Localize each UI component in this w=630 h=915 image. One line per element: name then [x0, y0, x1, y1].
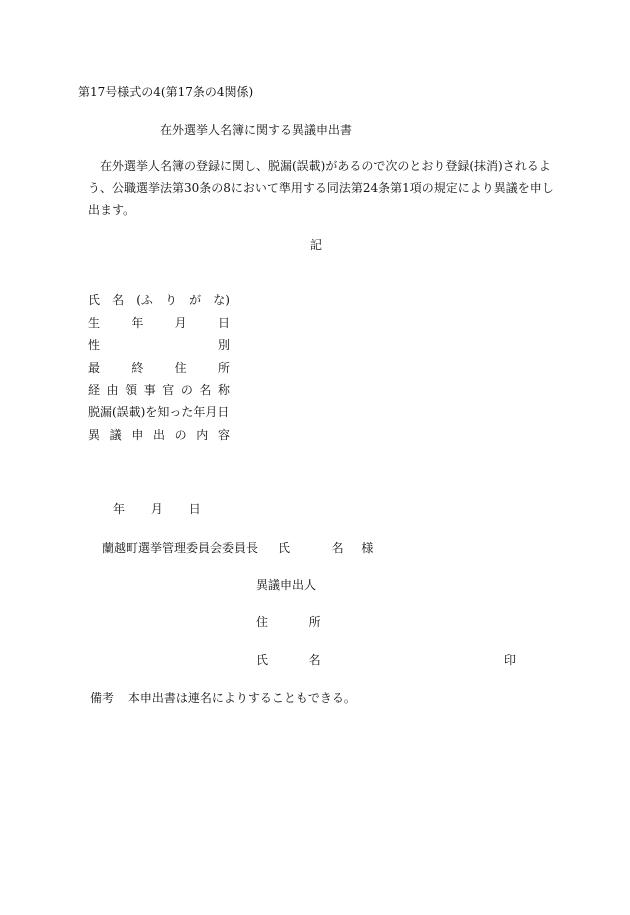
recipient-name-line	[278, 540, 373, 556]
date-day: 日	[188, 502, 201, 516]
recipient-name-label-1: 氏	[278, 541, 291, 555]
recipient-office: 蘭越町選挙管理委員会委員長	[102, 541, 259, 555]
applicant-name-line	[256, 652, 321, 668]
field-label-name-furigana: 氏 名 (ふ り が な)	[88, 293, 230, 307]
remark-text: 本申出書は連名によりすることもできる。	[127, 691, 356, 705]
field-label-consul: 経 由 領 事 官 の 名 称	[88, 383, 230, 397]
date-year: 年	[113, 502, 126, 516]
form-number: 第17号様式の4(第17条の4関係)	[78, 85, 254, 99]
remark	[90, 690, 356, 706]
field-label-objection-content: 異 議 申 出 の 内 容	[88, 428, 230, 442]
document-title: 在外選挙人名簿に関する異議申出書	[160, 123, 353, 137]
field-label-last-address: 最 終 住 所	[88, 361, 230, 375]
seal-mark: 印	[504, 653, 517, 667]
date-line	[113, 501, 223, 517]
field-label-sex: 性 別	[88, 338, 230, 352]
applicant-name-label-2: 名	[308, 653, 321, 667]
recipient-name-label-2: 名	[331, 541, 344, 555]
applicant-name-label-1: 氏	[256, 653, 269, 667]
applicant-address-label-2: 所	[308, 615, 321, 629]
applicant-address-line	[256, 614, 321, 630]
applicant-address-label-1: 住	[256, 615, 269, 629]
field-label-birthdate: 生 年 月 日	[88, 316, 230, 330]
ki-heading: 記	[310, 238, 323, 252]
field-label-discovery-date: 脱漏(誤載)を知った年月日	[88, 405, 230, 419]
body-paragraph: 在外選挙人名簿の登録に関し、脱漏(誤載)があるので次のとおり登録(抹消)されるよう、公職選挙法第30条の8において準用する同法第24条第1項の規定により異議を申し出ます。	[88, 159, 554, 217]
date-month: 月	[150, 502, 163, 516]
remark-label: 備考	[90, 691, 115, 705]
recipient-honorific: 様	[361, 541, 374, 555]
applicant-heading: 異議申出人	[256, 578, 317, 592]
